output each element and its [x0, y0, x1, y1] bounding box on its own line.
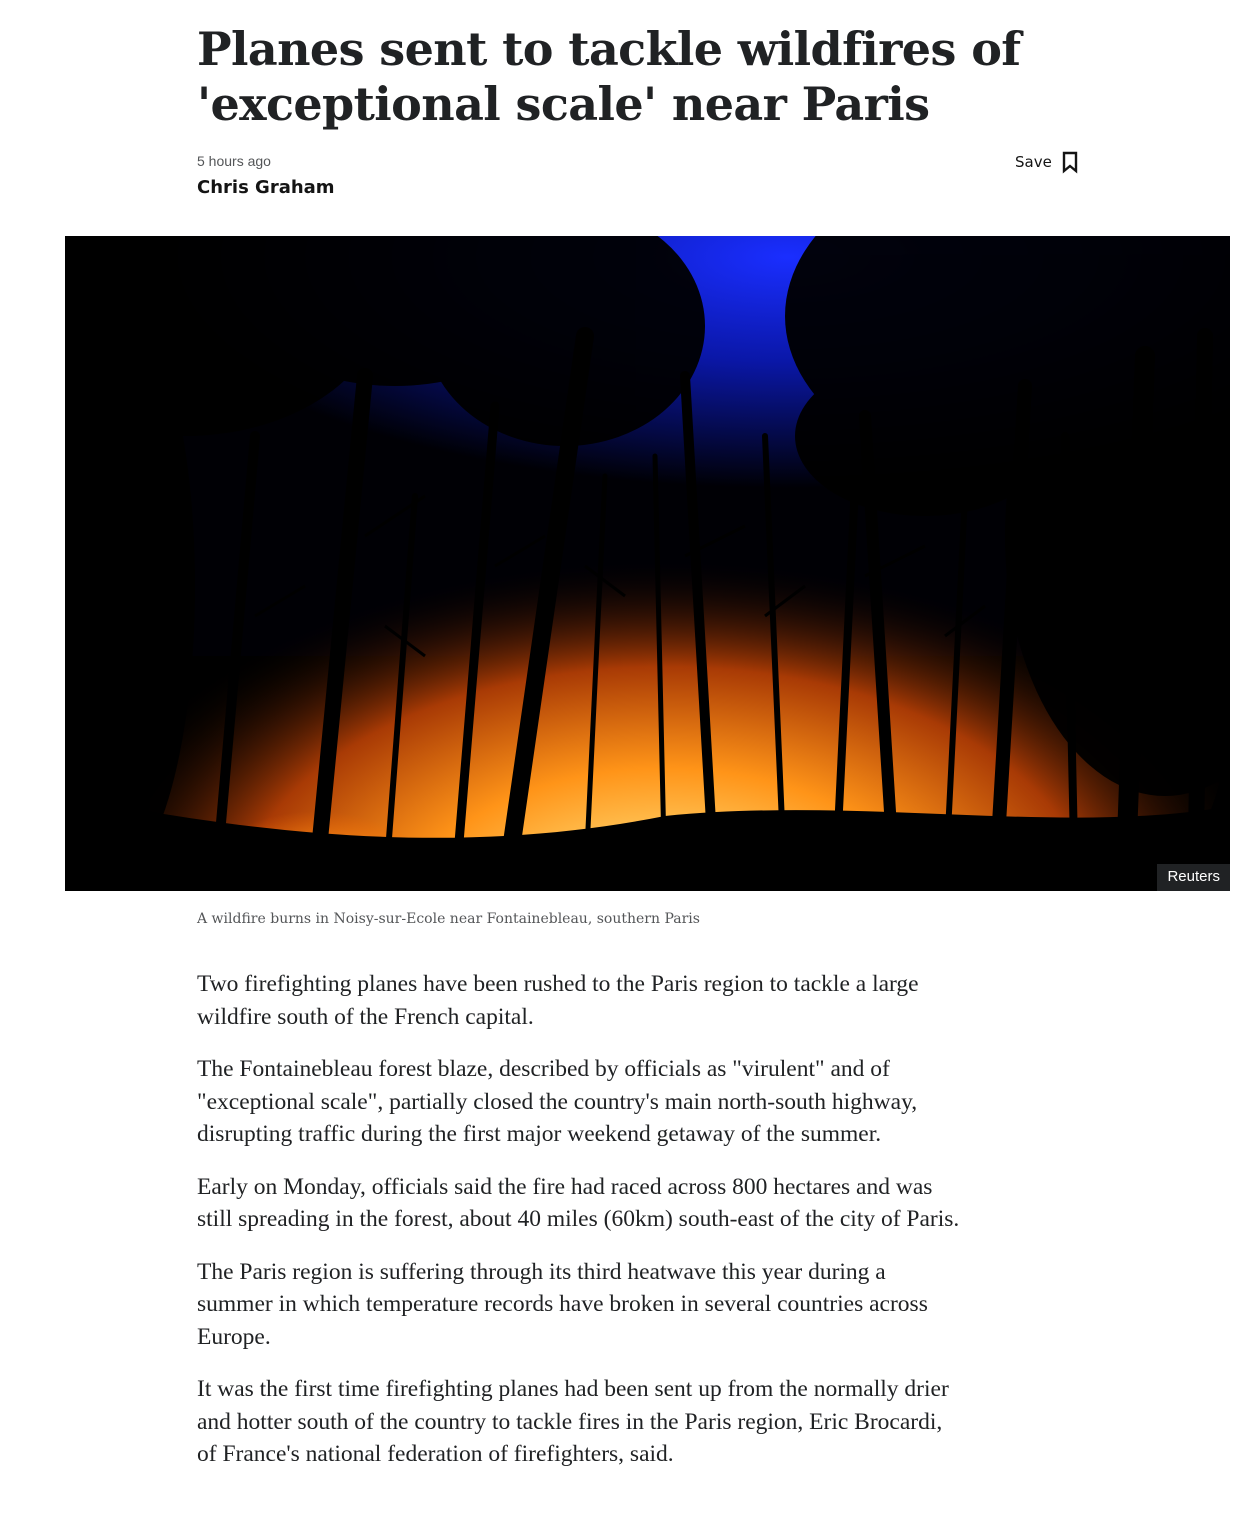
article-paragraph: Two firefighting planes have been rushed to the Paris region to tackle a large wildfire south of the French capital. [197, 971, 919, 1030]
image-caption: A wildfire burns in Noisy-sur-Ecole near Fontainebleau, southern Paris [197, 911, 700, 927]
article-body [197, 968, 967, 1491]
image-credit: Reuters [1157, 864, 1230, 891]
author-name[interactable]: Chris Graham [197, 177, 335, 198]
bookmark-icon [1060, 150, 1080, 174]
wildfire-photo [65, 236, 1230, 891]
article-paragraph: The Fontainebleau forest blaze, described by officials as "virulent" and of "exceptional scale", partially closed the country's main north-south highway, disrupting traffic during the first major weekend getaway of the summer. [197, 1056, 918, 1147]
article-timestamp: 5 hours ago [197, 153, 271, 169]
save-label: Save [1015, 153, 1052, 171]
article-headline: Planes sent to tackle wildfires of 'exceptional scale' near Paris [197, 22, 1021, 131]
hero-image [65, 236, 1230, 891]
article-paragraph: The Paris region is suffering through its third heatwave this year during a summer in which temperature records have broken in several countries across Europe. [197, 1258, 928, 1350]
save-button[interactable] [1015, 148, 1080, 176]
article-paragraph: Early on Monday, officials said the fire had raced across 800 hectares and was still spreading in the forest, about 40 miles (60km) south-east of the city of Paris. [197, 1173, 960, 1232]
article-meta [197, 152, 335, 199]
article-paragraph: It was the first time firefighting planes had been sent up from the normally drier and hotter south of the country to tackle fires in the Paris region, Eric Brocardi, of France's national federation of firefighters, said. [197, 1376, 949, 1467]
